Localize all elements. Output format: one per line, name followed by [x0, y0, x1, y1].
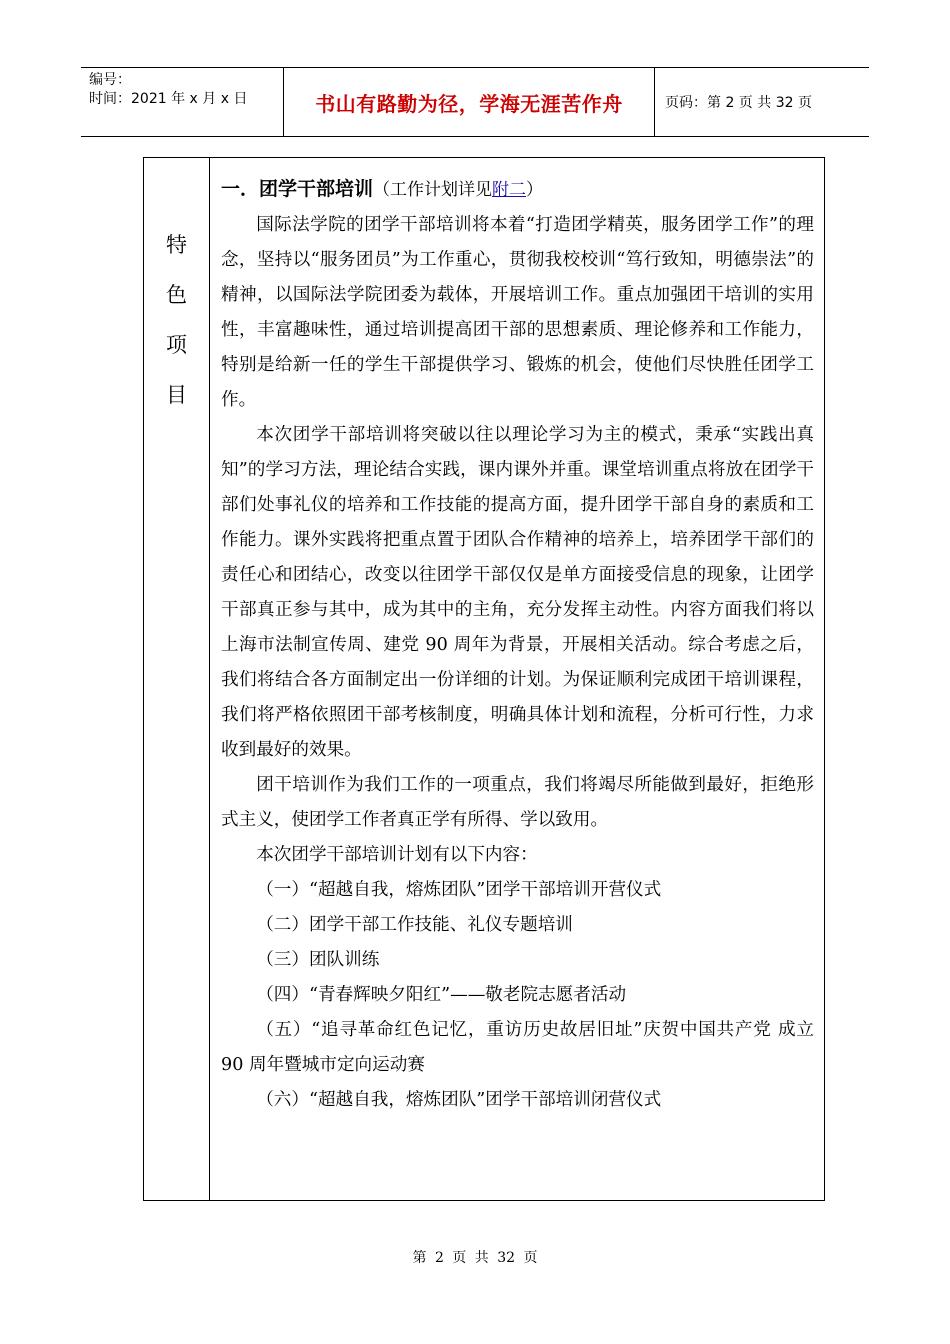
plan-item: （二）团学干部工作技能、礼仪专题培训 [256, 915, 573, 935]
section-heading [221, 172, 814, 208]
body-paragraph: 团干培训作为我们工作的一项重点，我们将竭尽所能做到最好，拒绝形式主义，使团学工作者真正学有所得、学以致用。 [221, 775, 814, 830]
page-footer: 第 2 页 共 32 页 [412, 1250, 538, 1266]
plan-item: （六）“超越自我，熔炼团队”团学干部培训闭营仪式 [256, 1090, 662, 1110]
header-meta [81, 68, 284, 136]
body-paragraph: 国际法学院的团学干部培训将本着“打造团学精英，服务团学工作”的理念，坚持以“服务团员”为工作重心，贯彻我校校训“笃行致知，明德崇法”的精神，以国际法学院团委为载体，开展培训工作。重点加强团干培训的实用性，丰富趣味性，通过培训提高团干部的思想素质、理论修养和工作能力，特别是给新一任的学生干部提供学习、锻炼的机会，使他们尽快胜任团学工作。 [221, 215, 814, 410]
body-paragraph: 本次团学干部培训将突破以往以理论学习为主的模式，秉承“实践出真知”的学习方法，理论结合实践，课内课外并重。课堂培训重点将放在团学干部们处事礼仪的培养和工作技能的提高方面，提升团学干部自身的素质和工作能力。课外实践将把重点置于团队合作精神的培养上，培养团学干部们的责任心和团结心，改变以往团学干部仅仅是单方面接受信息的现象，让团学干部真正参与其中，成为其中的主角，充分发挥主动性。内容方面我们将以上海市法制宣传周、建党 90 周年为背景，开展相关活动。综合考虑之后，我们将结合各方面制定出一份详细的计划。为保证顺利完成团干培训课程，我们将严格依照团干部考核制度，明确具体计划和流程，分析可行性，力求收到最好的效果。 [221, 425, 814, 760]
appendix-link[interactable]: 附二 [492, 180, 527, 200]
plan-item: （三）团队训练 [256, 950, 380, 970]
content-table [143, 157, 825, 1201]
header-motto: 书山有路勤为径，学海无涯苦作舟 [315, 91, 623, 116]
page-header [81, 67, 869, 137]
body-paragraph: 本次团学干部培训计划有以下内容： [256, 845, 538, 865]
plan-item: （四）“青春辉映夕阳红”——敬老院志愿者活动 [256, 985, 627, 1005]
section-label-char: 特 [166, 233, 187, 257]
note-suffix: ） [526, 180, 544, 200]
header-motto-cell [284, 68, 655, 136]
section-label-char: 项 [166, 333, 187, 357]
plan-item: （五）“追寻革命红色记忆，重访历史故居旧址”庆贺中国共产党 成立 90 周年暨城市定向运动赛 [221, 1020, 814, 1075]
plan-item: （一）“超越自我，熔炼团队”团学干部培训开营仪式 [256, 880, 662, 900]
section-label-char: 色 [166, 283, 187, 307]
section-label-char: 目 [166, 383, 187, 407]
header-page-info: 页码：第 2 页 共 32 页 [665, 95, 812, 111]
section-body-cell [210, 158, 824, 1200]
document-number-label: 编号： [89, 72, 131, 88]
document-time-label: 时间：2021 年 x 月 x 日 [89, 91, 248, 107]
note-prefix: （工作计划详见 [373, 180, 493, 200]
section-heading-note [373, 180, 543, 200]
section-label-cell [144, 158, 210, 1200]
section-heading-title: 一．团学干部培训 [221, 178, 374, 200]
section-label [144, 220, 209, 420]
